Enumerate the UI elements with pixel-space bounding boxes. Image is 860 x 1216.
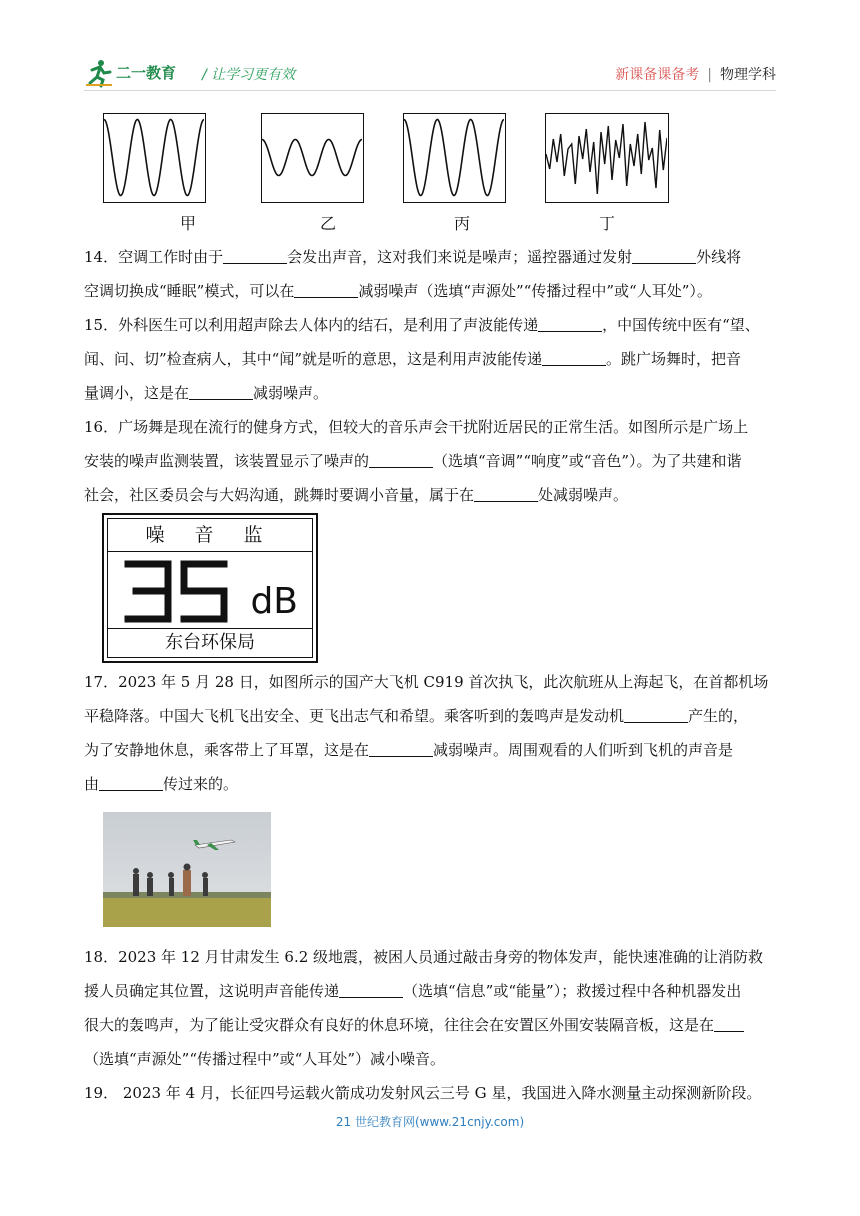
question-text: 2023 年 5 月 28 日，如图所示的国产大飞机 C919 首次执飞，此次航班从上海起飞，在首都机场 bbox=[118, 673, 769, 691]
waveform-ding bbox=[545, 113, 669, 203]
question-text: 处减弱噪声。 bbox=[538, 486, 629, 504]
question-text: 减弱噪声（选填“声源处”“传播过程中”或“人耳处”）。 bbox=[358, 282, 712, 300]
noise-monitor-display bbox=[108, 553, 312, 631]
question-text: 2023 年 4 月，长征四号运载火箭成功发射风云三号 G 星，我国进入降水测量主动探测新阶段。 bbox=[118, 1084, 762, 1102]
answer-blank[interactable] bbox=[339, 979, 403, 998]
question-15 bbox=[84, 308, 778, 410]
question-16 bbox=[84, 410, 778, 512]
answer-blank[interactable] bbox=[99, 772, 163, 791]
waveform-yi bbox=[261, 113, 364, 203]
noise-monitor-title: 噪 音 监 bbox=[108, 519, 312, 552]
question-text: 为了安静地休息，乘客带上了耳罩，这是在 bbox=[84, 741, 370, 759]
answer-blank[interactable] bbox=[369, 738, 433, 757]
answer-blank[interactable] bbox=[632, 245, 696, 264]
header-course-label: 新课备课备考 bbox=[615, 67, 700, 83]
question-text: 。跳广场舞时，把音 bbox=[606, 350, 742, 368]
answer-blank[interactable] bbox=[369, 449, 433, 468]
question-text: 产生的， bbox=[688, 707, 749, 725]
header-divider bbox=[84, 90, 776, 91]
page-footer: 21 世纪教育网(www.21cnjy.com) bbox=[335, 1115, 525, 1129]
question-number: 19． bbox=[84, 1084, 119, 1102]
question-text: 援人员确定其位置，这说明声音能传递 bbox=[84, 982, 340, 1000]
question-text: 减弱噪声。 bbox=[253, 384, 329, 402]
waveform-label-jia: 甲 bbox=[179, 214, 196, 233]
waveform-label-bing: 丙 bbox=[453, 214, 470, 233]
question-number: 18． bbox=[84, 948, 119, 966]
waveform-jia bbox=[103, 113, 206, 203]
noise-unit: dB bbox=[250, 581, 298, 622]
answer-blank[interactable] bbox=[294, 279, 358, 298]
slogan: / 让学习更有效 bbox=[202, 67, 296, 83]
question-14 bbox=[84, 240, 778, 308]
question-text: 很大的轰鸣声，为了能让受灾群众有良好的休息环境，往往会在安置区外围安装隔音板，这是在 bbox=[84, 1016, 715, 1034]
noise-monitor-frame bbox=[107, 518, 313, 658]
header-subject: 物理学科 bbox=[720, 67, 776, 83]
question-text: ，中国传统中医有“望、 bbox=[602, 316, 760, 334]
logo-text: 二一教育 bbox=[116, 64, 177, 82]
question-text: 空调工作时由于 bbox=[118, 248, 224, 266]
question-text: （选填“音调”“响度”或“音色”）。为了共建和谐 bbox=[433, 452, 742, 470]
page-header bbox=[84, 58, 776, 90]
question-text: 传过来的。 bbox=[163, 775, 239, 793]
question-text: 外线将 bbox=[696, 248, 742, 266]
question-text: 空调切换成“睡眠”模式，可以在 bbox=[84, 282, 295, 300]
question-text: 安装的噪声监测装置，该装置显示了噪声的 bbox=[84, 452, 370, 470]
logo bbox=[84, 58, 196, 88]
question-text: （选填“声源处”“传播过程中”或“人耳处”）减小噪音。 bbox=[84, 1050, 446, 1068]
question-number: 17． bbox=[84, 673, 119, 691]
header-separator: | bbox=[707, 67, 712, 83]
answer-blank[interactable] bbox=[542, 347, 606, 366]
question-number: 16． bbox=[84, 418, 119, 436]
answer-blank[interactable] bbox=[624, 704, 688, 723]
airplane-photo bbox=[103, 812, 271, 927]
question-text: 量调小，这是在 bbox=[84, 384, 190, 402]
waveform-label-ding: 丁 bbox=[598, 214, 615, 233]
question-text: 会发出声音，这对我们来说是噪声；遥控器通过发射 bbox=[287, 248, 633, 266]
question-text: 闻、问、切”检查病人，其中“闻”就是听的意思，这是利用声波能传递 bbox=[84, 350, 543, 368]
question-number: 14． bbox=[84, 248, 119, 266]
waveform-bing bbox=[403, 113, 506, 203]
question-text: 2023 年 12 月甘肃发生 6.2 级地震，被困人员通过敲击身旁的物体发声，能快速准确的让消防救 bbox=[118, 948, 764, 966]
answer-blank[interactable] bbox=[714, 1013, 744, 1032]
noise-monitor-agency: 东台环保局 bbox=[108, 628, 312, 657]
question-text: 社会，社区委员会与大妈沟通，跳舞时要调小音量，属于在 bbox=[84, 486, 475, 504]
question-text: 减弱噪声。周围观看的人们听到飞机的声音是 bbox=[433, 741, 734, 759]
question-18 bbox=[84, 940, 778, 1076]
question-text: 平稳降落。中国大飞机飞出安全、更飞出志气和希望。乘客听到的轰鸣声是发动机 bbox=[84, 707, 625, 725]
question-text: （选填“信息”或“能量”）；救援过程中各种机器发出 bbox=[403, 982, 742, 1000]
noise-monitor-panel bbox=[102, 513, 318, 663]
question-number: 15． bbox=[84, 316, 119, 334]
answer-blank[interactable] bbox=[189, 381, 253, 400]
runner-logo-icon bbox=[84, 58, 114, 88]
question-text: 广场舞是现在流行的健身方式，但较大的音乐声会干扰附近居民的正常生活。如图所示是广场上 bbox=[118, 418, 749, 436]
header-right bbox=[615, 64, 776, 84]
question-17 bbox=[84, 665, 778, 801]
answer-blank[interactable] bbox=[538, 313, 602, 332]
question-19 bbox=[84, 1076, 778, 1110]
noise-value-digits bbox=[122, 559, 232, 625]
question-text: 由 bbox=[84, 775, 100, 793]
waveform-label-yi: 乙 bbox=[319, 214, 336, 233]
answer-blank[interactable] bbox=[223, 245, 287, 264]
answer-blank[interactable] bbox=[474, 483, 538, 502]
question-text: 外科医生可以利用超声除去人体内的结石，是利用了声波能传递 bbox=[118, 316, 539, 334]
